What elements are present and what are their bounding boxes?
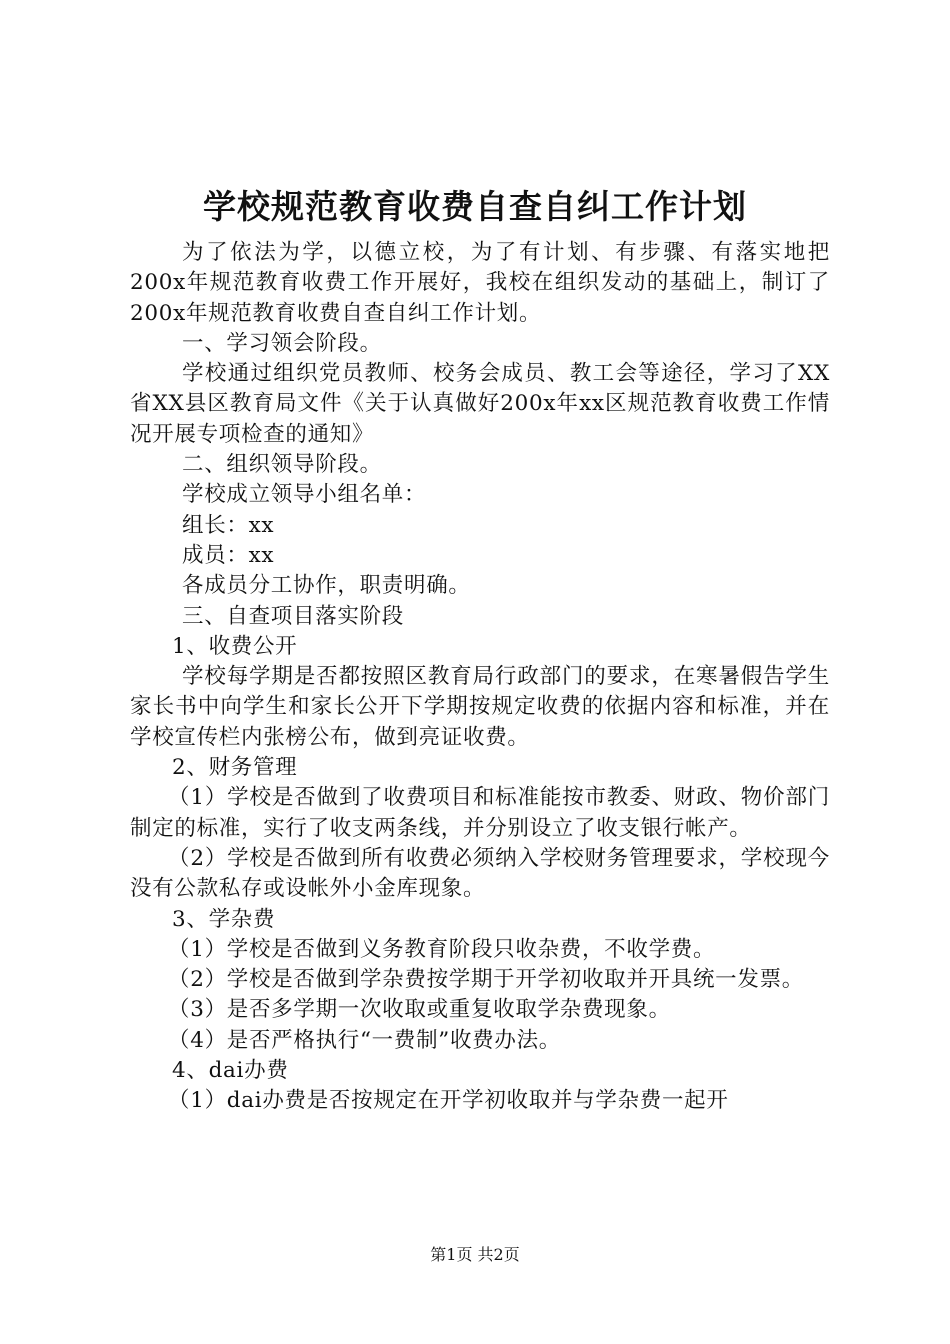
paragraph-study: 学校通过组织党员教师、校务会成员、教工会等途径，学习了XX省XX县区教育局文件《关于认真做好200x年xx区规范教育收费工作情况开展专项检查的通知》 bbox=[130, 361, 830, 447]
item-heading-4: 4、dai办费 bbox=[172, 1058, 289, 1084]
section-heading-1: 一、学习领会阶段。 bbox=[182, 330, 382, 356]
paragraph-fee-disclosure: 学校每学期是否都按照区教育局行政部门的要求，在寒暑假告学生家长书中向学生和家长公开下学期按规定收费的依据内容和标准，并在学校宣传栏内张榜公布，做到亮证收费。 bbox=[130, 664, 830, 750]
paragraph-misc-fee-3: （3）是否多学期一次收取或重复收取学杂费现象。 bbox=[168, 997, 671, 1023]
paragraph-leader-list: 学校成立领导小组名单： bbox=[182, 482, 427, 508]
paragraph-finance-2: （2）学校是否做到所有收费必须纳入学校财务管理要求，学校现今没有公款私存或设帐外小金库现象。 bbox=[130, 845, 830, 902]
paragraph-misc-fee-4: （4）是否严格执行“一费制”收费办法。 bbox=[168, 1027, 561, 1053]
paragraph-misc-fee-1: （1）学校是否做到义务教育阶段只收杂费，不收学费。 bbox=[168, 936, 716, 962]
paragraph-misc-fee-2: （2）学校是否做到学杂费按学期于开学初收取并开具统一发票。 bbox=[168, 967, 804, 993]
page-number-footer: 第1页 共2页 bbox=[430, 1245, 520, 1264]
item-heading-1: 1、收费公开 bbox=[172, 633, 298, 659]
paragraph-division: 各成员分工协作，职责明确。 bbox=[182, 573, 471, 599]
paragraph-leader: 组长：xx bbox=[182, 512, 275, 538]
section-heading-3: 三、自查项目落实阶段 bbox=[182, 603, 405, 629]
section-heading-2: 二、组织领导阶段。 bbox=[182, 452, 382, 478]
paragraph-members: 成员：xx bbox=[182, 542, 275, 568]
paragraph-agency-fee-1: （1）dai办费是否按规定在开学初收取并与学杂费一起开 bbox=[168, 1088, 729, 1114]
document-body bbox=[130, 238, 830, 1117]
paragraph-intro: 为了依法为学，以德立校，为了有计划、有步骤、有落实地把200x年规范教育收费工作开展好，我校在组织发动的基础上，制订了200x年规范教育收费自查自纠工作计划。 bbox=[130, 240, 830, 326]
item-heading-2: 2、财务管理 bbox=[172, 755, 298, 781]
item-heading-3: 3、学杂费 bbox=[172, 906, 276, 932]
paragraph-finance-1: （1）学校是否做到了收费项目和标准能按市教委、财政、物价部门制定的标准，实行了收支两条线，并分别设立了收支银行帐产。 bbox=[130, 785, 830, 841]
document-title: 学校规范教育收费自查自纠工作计划 bbox=[203, 187, 747, 226]
